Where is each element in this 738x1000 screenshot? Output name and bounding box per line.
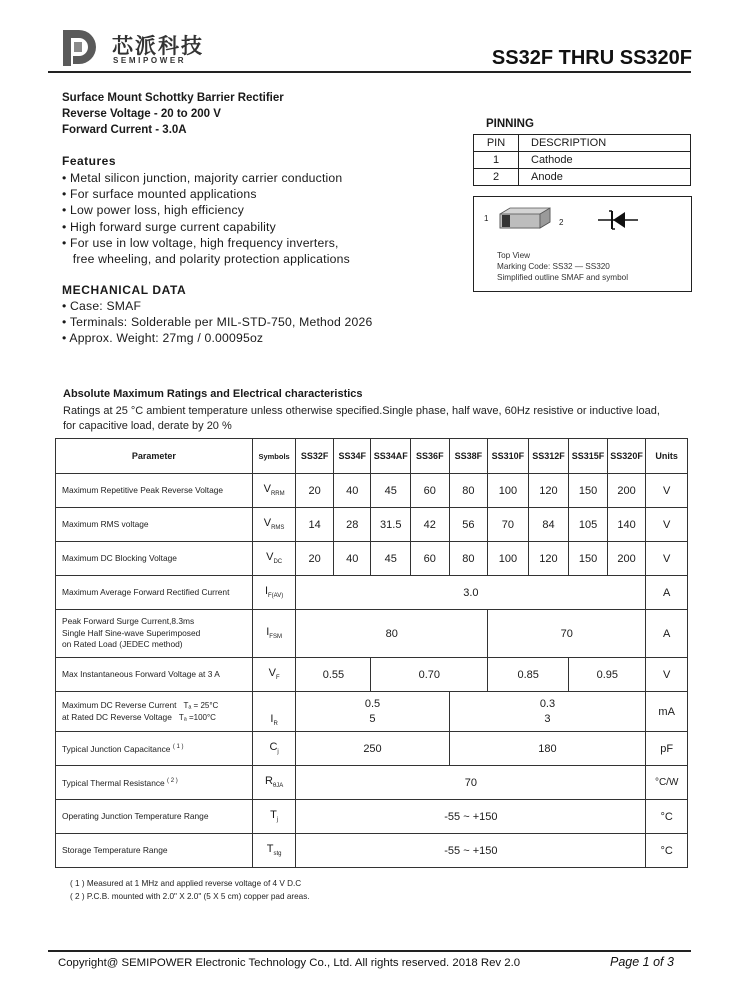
feature-item: • Metal silicon junction, majority carrier conduction: [62, 171, 343, 185]
page-number: Page 1 of 3: [610, 955, 674, 969]
pin-1-label: 1: [484, 214, 489, 223]
ratings-note-line-2: for capacitive load, derate by 20 %: [63, 419, 232, 432]
package-caption-outline: Simplified outline SMAF and symbol: [497, 273, 629, 282]
unit-cell: V: [646, 508, 688, 542]
table-cell: -55 ~ +150: [296, 834, 646, 868]
parameter-name: Maximum RMS voltage: [56, 508, 253, 542]
pinning-header-row: [474, 135, 691, 152]
parameter-name: Maximum Repetitive Peak Reverse Voltage: [56, 474, 253, 508]
description-column-header: DESCRIPTION: [519, 135, 691, 152]
pin-description: Anode: [519, 169, 691, 186]
table-cell: 60: [411, 542, 450, 576]
table-cell: 180: [449, 732, 646, 766]
table-row: [474, 152, 691, 169]
parameter-symbol: $V_{RMS}$: [252, 508, 296, 542]
table-cell: 28: [333, 508, 371, 542]
part-column-header: SS36F: [411, 439, 450, 474]
table-cell: 60: [411, 474, 450, 508]
parameter-name: Maximum Average Forward Rectified Current: [56, 576, 253, 610]
table-cell: 80: [449, 474, 488, 508]
table-cell: 0.70: [371, 658, 488, 692]
table-cell: -55 ~ +150: [296, 800, 646, 834]
table-row: [474, 169, 691, 186]
parameter-symbol: $C_j$: [252, 732, 296, 766]
table-cell: 120: [528, 542, 569, 576]
table-row: [56, 576, 688, 610]
table-cell: 140: [607, 508, 646, 542]
document-title: SS32F THRU SS320F: [491, 47, 692, 69]
table-row: [56, 692, 688, 732]
parameter-symbol: $T_j$: [252, 800, 296, 834]
table-cell: 80: [296, 610, 488, 658]
table-row: [56, 834, 688, 868]
features-list: [62, 170, 350, 267]
summary-line-2: Reverse Voltage - 20 to 200 V: [62, 108, 221, 120]
table-row: [56, 508, 688, 542]
footnote-1: ( 1 ) Measured at 1 MHz and applied reverse voltage of 4 V D.C: [70, 879, 302, 888]
part-column-header: SS312F: [528, 439, 569, 474]
parameter-name: Max Instantaneous Forward Voltage at 3 A: [56, 658, 253, 692]
table-cell: 100: [488, 474, 529, 508]
ratings-header-row: [56, 439, 688, 474]
unit-cell: pF: [646, 732, 688, 766]
table-cell: 42: [411, 508, 450, 542]
table-cell: 0.5 5: [296, 692, 449, 732]
features-heading: Features: [62, 154, 117, 168]
table-cell: 200: [607, 542, 646, 576]
part-column-header: SS315F: [569, 439, 608, 474]
table-cell: 31.5: [371, 508, 411, 542]
mechanical-item: • Approx. Weight: 27mg / 0.00095oz: [62, 331, 264, 346]
table-row: [56, 800, 688, 834]
table-cell: 3.0: [296, 576, 646, 610]
diode-symbol-icon: [596, 208, 640, 237]
feature-item: • High forward surge current capability: [62, 219, 276, 234]
table-cell: 40: [333, 474, 371, 508]
feature-item: • For surface mounted applications: [62, 187, 257, 202]
pin-column-header: PIN: [474, 135, 519, 152]
unit-cell: V: [646, 474, 688, 508]
table-cell: 70: [488, 610, 646, 658]
ratings-heading: Absolute Maximum Ratings and Electrical characteristics: [63, 388, 363, 400]
summary-line-3: Forward Current - 3.0A: [62, 124, 187, 136]
unit-cell: °C: [646, 834, 688, 868]
units-column-header: Units: [646, 439, 688, 474]
parameter-name: Maximum DC Blocking Voltage: [56, 542, 253, 576]
table-row: [56, 732, 688, 766]
table-cell: 105: [569, 508, 608, 542]
parameter-symbol: $V_F$: [252, 658, 296, 692]
table-cell: 0.3 3: [449, 692, 646, 732]
part-column-header: SS320F: [607, 439, 646, 474]
product-summary: [62, 90, 284, 138]
unit-cell: °C/W: [646, 766, 688, 800]
table-cell: 100: [488, 542, 529, 576]
unit-cell: A: [646, 576, 688, 610]
pin-number: 1: [474, 152, 519, 169]
part-column-header: SS34AF: [371, 439, 411, 474]
parameter-symbol: $V_{RRM}$: [252, 474, 296, 508]
package-caption-view: Top View: [497, 251, 531, 260]
parameter-symbol: $R_{\theta JA}$: [252, 766, 296, 800]
ratings-note-line-1: Ratings at 25 °C ambient temperature unless otherwise specified.Single phase, half wave, 60Hz resistive or inductive load,: [63, 405, 660, 417]
table-cell: 120: [528, 474, 569, 508]
table-cell: 40: [333, 542, 371, 576]
part-column-header: SS32F: [296, 439, 334, 474]
table-cell: 70: [296, 766, 646, 800]
pinning-heading: PINNING: [486, 118, 534, 130]
mechanical-list: [62, 298, 372, 347]
footnote-2: ( 2 ) P.C.B. mounted with 2.0" X 2.0" (5 X 5 cm) copper pad areas.: [70, 892, 310, 901]
table-cell: 0.95: [569, 658, 646, 692]
table-cell: 150: [569, 542, 608, 576]
smaf-package-icon: [496, 206, 554, 237]
mechanical-item: • Case: SMAF: [62, 299, 142, 313]
table-cell: 250: [296, 732, 449, 766]
parameter-name: Typical Thermal Resistance $^{( 2 )}$: [56, 766, 253, 800]
table-cell: 45: [371, 542, 411, 576]
part-column-header: SS310F: [488, 439, 529, 474]
pin-description: Cathode: [519, 152, 691, 169]
feature-item: • Low power loss, high efficiency: [62, 203, 245, 218]
table-cell: 0.55: [296, 658, 371, 692]
package-caption: [497, 250, 628, 283]
table-row: [56, 474, 688, 508]
parameter-symbol: $V_{DC}$: [252, 542, 296, 576]
mechanical-data-heading: MECHANICAL DATA: [62, 283, 187, 297]
table-cell: 150: [569, 474, 608, 508]
table-cell: 70: [488, 508, 529, 542]
unit-cell: A: [646, 610, 688, 658]
part-column-header: SS38F: [449, 439, 488, 474]
parameter-name: Storage Temperature Range: [56, 834, 253, 868]
footer-divider: [48, 950, 691, 952]
unit-cell: °C: [646, 800, 688, 834]
unit-cell: V: [646, 542, 688, 576]
logo-chinese-name: 芯派科技: [112, 35, 204, 58]
parameter-symbol: $T_{stg}$: [252, 834, 296, 868]
ratings-note: [63, 404, 703, 433]
table-cell: 80: [449, 542, 488, 576]
parameter-symbol: $I_R$: [252, 692, 296, 732]
pin-number: 2: [474, 169, 519, 186]
unit-cell: V: [646, 658, 688, 692]
mechanical-item: • Terminals: Solderable per MIL-STD-750, Method 2026: [62, 315, 373, 330]
table-cell: 20: [296, 474, 334, 508]
feature-item: • For use in low voltage, high frequency inverters,: [62, 235, 339, 250]
header-divider: [48, 71, 691, 73]
table-cell: 20: [296, 542, 334, 576]
parameter-column-header: Parameter: [56, 439, 253, 474]
table-cell: 45: [371, 474, 411, 508]
semipower-logo-icon: [60, 27, 100, 69]
unit-cell: mA: [646, 692, 688, 732]
pin-2-label: 2: [559, 218, 564, 227]
table-cell: 56: [449, 508, 488, 542]
summary-line-1: Surface Mount Schottky Barrier Rectifier: [62, 92, 284, 104]
pinning-table: [473, 134, 691, 186]
feature-item: free wheeling, and polarity protection applications: [62, 252, 350, 267]
parameter-symbol: $I_{F(AV)}$: [252, 576, 296, 610]
ratings-table: [55, 438, 688, 868]
parameter-name: Typical Junction Capacitance $^{( 1 )}$: [56, 732, 253, 766]
table-row: [56, 542, 688, 576]
parameter-name: Maximum DC Reverse Current Tₐ = 25°C at Rated DC Reverse Voltage Tₐ =100°C: [56, 692, 253, 732]
parameter-name: Peak Forward Surge Current,8.3ms Single Half Sine-wave Superimposed on Rated Load (JEDEC method): [56, 610, 253, 658]
table-cell: 0.85: [488, 658, 569, 692]
copyright-text: Copyright@ SEMIPOWER Electronic Technology Co., Ltd. All rights reserved. 2018 Rev 2.0: [58, 957, 521, 969]
symbols-column-header: Symbols: [252, 439, 296, 474]
package-caption-marking: Marking Code: SS32 — SS320: [497, 262, 610, 271]
table-row: [56, 610, 688, 658]
table-cell: 14: [296, 508, 334, 542]
part-column-header: SS34F: [333, 439, 371, 474]
logo-english-name: SEMIPOWER: [113, 56, 187, 65]
parameter-name: Operating Junction Temperature Range: [56, 800, 253, 834]
table-row: [56, 766, 688, 800]
table-cell: 84: [528, 508, 569, 542]
parameter-symbol: $I_{FSM}$: [252, 610, 296, 658]
table-row: [56, 658, 688, 692]
table-cell: 200: [607, 474, 646, 508]
